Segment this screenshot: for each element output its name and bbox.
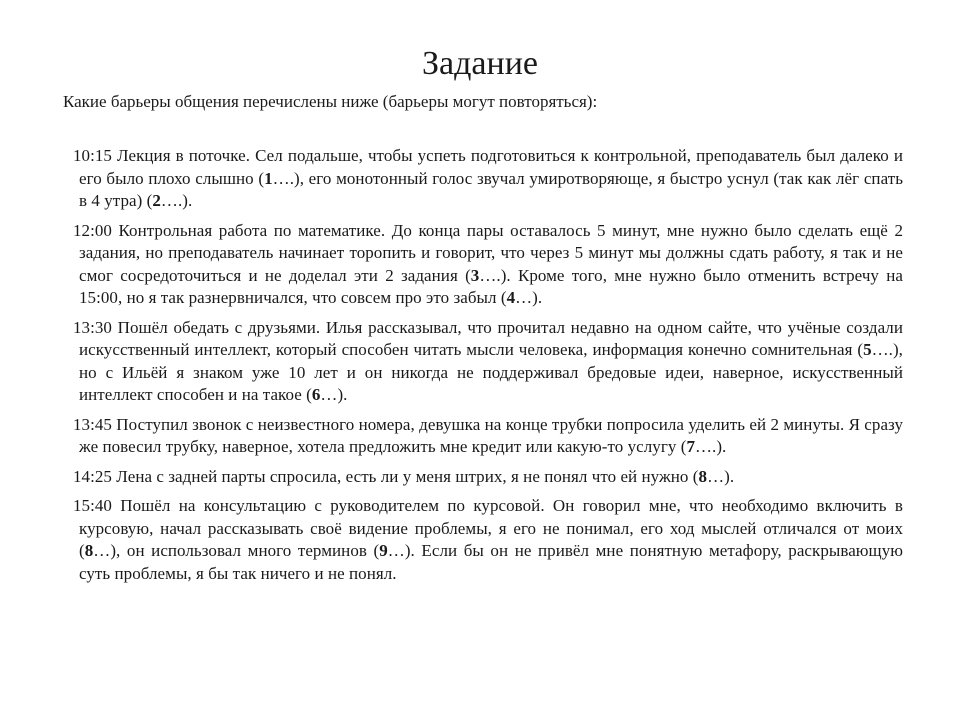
answer-blank-number: 3 <box>470 265 480 285</box>
scenario-paragraph <box>63 495 903 585</box>
scenario-paragraph <box>63 414 903 459</box>
scenario-paragraph <box>63 145 903 213</box>
scenario-text: …). <box>320 385 348 404</box>
answer-blank-number: 6 <box>311 385 321 404</box>
scenario-text: …). <box>707 466 735 486</box>
scenario-text: 12:00 Контрольная работа по математике. До конца пары оставалось 5 минут, мне нужно было сделать ещё 2 задания, но преподаватель начинает торопить и говорит, что через 5 минут мы должны сдать работу, я так и не смог сосредоточиться и не доделал эти 2 задания ( <box>73 220 903 285</box>
scenario-text: ….), но с Ильёй я знаком уже 10 лет и он никогда не поддерживал бредовые идеи, наверное, искусственный интеллект способен и на такое ( <box>79 340 903 404</box>
scenario-text: …), он использовал много терминов ( <box>93 541 380 560</box>
scenario-text: 10:15 Лекция в поточке. Сел подальше, чтобы успеть подготовиться к контрольной, преподаватель был далеко и его было плохо слышно ( <box>73 146 903 188</box>
scenario-text: 15:40 Пошёл на консультацию с руководителем по курсовой. Он говорил мне, что необходимо включить в курсовую, начал рассказывать своё видение проблемы, я его не понимал, его ход мыслей отличался от моих ( <box>73 496 903 560</box>
scenario-text: ….), его монотонный голос звучал умиротворяюще, я быстро уснул (так как лёг спать в 4 утра) ( <box>79 168 904 210</box>
answer-blank-number: 4 <box>506 288 516 307</box>
scenario-text: …). <box>515 288 543 307</box>
slide-title: Задание <box>422 45 538 82</box>
answer-blank-number: 8 <box>84 541 94 560</box>
scenario-paragraph <box>63 466 903 489</box>
answer-blank-number: 7 <box>686 437 695 456</box>
answer-blank-number: 2 <box>152 191 161 210</box>
scenario-text: 13:45 Поступил звонок с неизвестного номера, девушка на конце трубки попросила уделить ей 2 минуты. Я сразу же повесил трубку, наверное, хотела предложить мне кредит или какую-то услугу ( <box>73 414 903 456</box>
scenario-text: ….). Кроме того, мне нужно было отменить встречу на 15:00, но я так разнервничался, что совсем про это забыл ( <box>79 265 903 307</box>
answer-blank-number: 1 <box>264 168 273 188</box>
scenario-text: 14:25 Лена с задней парты спросила, есть ли у меня штрих, я не понял что ей нужно ( <box>73 466 699 486</box>
scenario-list <box>63 145 903 592</box>
scenario-text: …). Если бы он не привёл мне понятную метафору, раскрывающую суть проблемы, я бы так ничего и не понял. <box>79 541 903 583</box>
answer-blank-number: 5 <box>863 340 872 359</box>
scenario-text: ….). <box>160 191 193 210</box>
scenario-paragraph <box>63 317 903 407</box>
task-question: Какие барьеры общения перечислены ниже (барьеры могут повторяться): <box>63 92 598 111</box>
answer-blank-number: 9 <box>379 541 388 560</box>
scenario-paragraph <box>63 220 903 310</box>
scenario-text: 13:30 Пошёл обедать с друзьями. Илья рассказывал, что прочитал недавно на одном сайте, что учёные создали искусственный интеллект, который способен читать мысли человека, информация конечно сомнительная ( <box>73 317 903 359</box>
answer-blank-number: 8 <box>698 466 708 486</box>
scenario-text: ….). <box>695 437 727 456</box>
